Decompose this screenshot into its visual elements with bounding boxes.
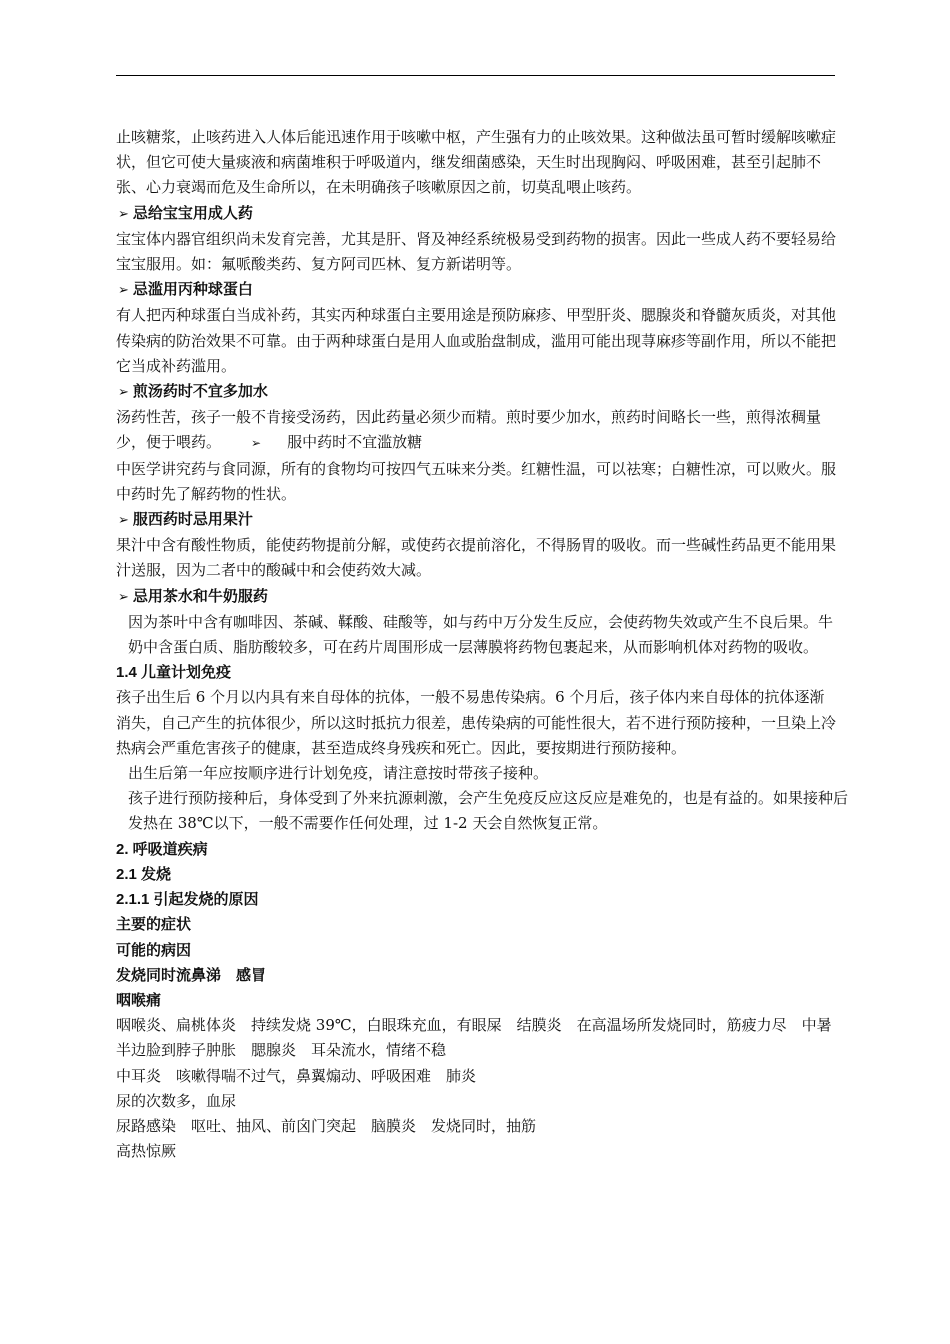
heading-main-symptoms: 主要的症状 [116, 916, 192, 934]
inline-heading-sugar: 服中药时不宜滥放糖 [287, 433, 423, 452]
heading-possible-causes: 可能的病因 [116, 941, 192, 959]
heading-tea-milk: ➢ 忌用茶水和牛奶服药 [116, 584, 838, 610]
paragraph-tea-milk: 因为茶叶中含有咖啡因、茶碱、鞣酸、硅酸等，如与药中万分发生反应，会使药物失效或产生不良后果。牛奶中含蛋白质、脂肪酸较多，可在药片周围形成一层薄膜将药物包裹起来，从而影响机体对药物的吸收。 [128, 612, 834, 657]
paragraph-symptoms-1: 咽喉炎、扁桃体炎 持续发烧 39℃，白眼珠充血，有眼屎 结膜炎 在高温场所发烧同时，筋疲力尽 中暑 半边脸到脖子肿胀 腮腺炎 耳朵流水，情绪不稳 [116, 1016, 847, 1060]
paragraph-decoction-text: 汤药性苦，孩子一般不肯接受汤药，因此药量必须少而精。煎时要少加水，煎药时间略长一些，煎得浓稠量少，便于喂药。 [116, 408, 822, 452]
paragraph-symptoms-4: 尿路感染 呕吐、抽风、前囟门突起 脑膜炎 发烧同时，抽筋 [116, 1116, 537, 1135]
heading-gamma-globulin: ➢ 忌滥用丙种球蛋白 [116, 277, 838, 303]
paragraph-gamma-globulin: 有人把丙种球蛋白当成补药，其实丙种球蛋白主要用途是预防麻疹、甲型肝炎、腮腺炎和脊髓灰质炎，对其他传染病的防治效果不可靠。由于两种球蛋白是用人血或胎盘制成，滥用可能出现荨麻疹等副作用，所以不能把它当成补药滥用。 [116, 306, 837, 375]
heading-adult-medicine: ➢ 忌给宝宝用成人药 [116, 201, 838, 227]
heading-sore-throat: 咽喉痛 [116, 991, 162, 1009]
paragraph-cough-syrup: 止咳糖浆，止咳药进入人体后能迅速作用于咳嗽中枢，产生强有力的止咳效果。这种做法虽可暂时缓解咳嗽症状，但它可使大量痰液和病菌堆积于呼吸道内，继发细菌感染，天生时出现胸闷、呼吸困难，甚至引起肺不张、心力衰竭而危及生命所以，在未明确孩子咳嗽原因之前，切莫乱喂止咳药。 [116, 128, 837, 197]
paragraph-symptoms-5: 高热惊厥 [116, 1142, 177, 1161]
heading-fever-runny-nose: 发烧同时流鼻涕 感冒 [116, 966, 267, 984]
paragraph-adult-medicine: 宝宝体内器官组织尚未发育完善，尤其是肝、肾及神经系统极易受到药物的损害。因此一些成人药不要轻易给宝宝服用。如：氟哌酸类药、复方阿司匹林、复方新诺明等。 [116, 229, 837, 274]
paragraph-immunization: 孩子出生后 6 个月以内具有来自母体的抗体，一般不易患传染病。6 个月后，孩子体内来自母体的抗体逐渐消失，自己产生的抗体很少，所以这时抵抗力很差，患传染病的可能性很大，若不进行预防接种，一旦染上冷热病会严重危害孩子的健康，甚至造成终身残疾和死亡。因此，要按期进行预防接种。 [116, 688, 837, 757]
paragraph-symptoms-3: 尿的次数多，血尿 [116, 1091, 237, 1110]
paragraph-first-year: 出生后第一年应按顺序进行计划免疫，请注意按时带孩子接种。 [128, 764, 549, 783]
heading-respiratory: 2. 呼吸道疾病 [116, 840, 208, 858]
paragraph-reaction: 孩子进行预防接种后，身体受到了外来抗源刺激，会产生免疫反应这反应是难免的，也是有益的。如果接种后发热在 38℃以下，一般不需要作任何处理，过 1-2 天会自然恢复正常。 [128, 789, 849, 833]
heading-decoction-water: ➢ 煎汤药时不宜多加水 [116, 379, 838, 405]
header-rule [116, 75, 835, 76]
heading-immunization: 1.4 儿童计划免疫 [116, 664, 232, 682]
heading-fever-causes: 2.1.1 引起发烧的原因 [116, 891, 259, 909]
paragraph-symptoms-2: 中耳炎 咳嗽得喘不过气，鼻翼煽动、呼吸困难 肺炎 [116, 1066, 477, 1085]
paragraph-fruit-juice: 果汁中含有酸性物质，能使药物提前分解，或使药衣提前溶化，不得肠胃的吸收。而一些碱性药品更不能用果汁送服，因为二者中的酸碱中和会使药效大减。 [116, 536, 837, 580]
document-body [116, 125, 849, 1164]
paragraph-sugar: 中医学讲究药与食同源，所有的食物均可按四气五味来分类。红糖性温，可以祛寒；白糖性凉，可以败火。服中药时先了解药物的性状。 [116, 459, 837, 503]
heading-fever: 2.1 发烧 [116, 865, 172, 883]
paragraph-decoction [116, 405, 838, 456]
heading-fruit-juice: ➢ 服西药时忌用果汁 [116, 507, 838, 533]
arrow-bullet-icon: ➢ [251, 436, 262, 451]
